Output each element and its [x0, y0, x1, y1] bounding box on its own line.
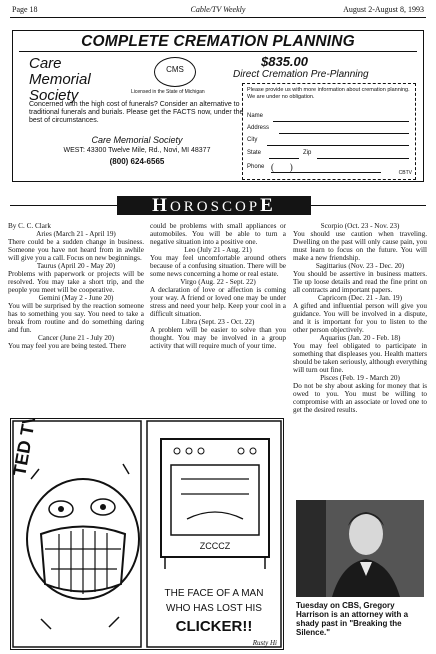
- horoscope-byline: By C. C. Clark: [8, 222, 51, 230]
- sign-heading: Aries (March 21 - April 19): [36, 230, 116, 238]
- sign-heading: Pisces (Feb. 19 - March 20): [320, 374, 400, 382]
- coupon-state-line[interactable]: [269, 158, 299, 159]
- sign-text: You will be surprised by the reaction someone has to something you say. You need to take a break from routine and do something daring and fun.: [8, 302, 144, 334]
- issue-dates: August 2-August 8, 1993: [343, 5, 424, 14]
- license-note: Licensed in the State of Michigan: [131, 89, 205, 95]
- cremation-ad: [12, 30, 424, 182]
- sign-heading: Virgo (Aug. 22 - Sept. 22): [180, 278, 256, 286]
- horoscope-banner: HOROSCOPE: [117, 196, 311, 215]
- sign-text: You should be assertive in business matters. Tie up loose details and read the fine print on all contracts and important papers.: [293, 270, 427, 294]
- sign-text: Do not be shy about asking for money that is owed to you. You must be willing to compromise with an associate or loved one to get the desired results.: [293, 382, 427, 414]
- cartoonist-tag: TED TV: [11, 419, 41, 478]
- photo-caption: Tuesday on CBS, Gregory Harrison is an attorney with a shady past in "Breaking the Silence.": [296, 601, 409, 637]
- ad-signature: Care Memorial Society: [91, 135, 183, 145]
- sign-heading: Sagittarius (Nov. 23 - Dec. 20): [315, 262, 405, 270]
- ad-name-line-1: Care: [29, 55, 62, 72]
- cartoon-caption-line-3: CLICKER!!: [175, 618, 253, 635]
- coupon-code: CBTV: [398, 170, 412, 176]
- sign-text: Problems with paperwork or projects will be resolved. You may take a short trip, and the people you meet will be cooperative.: [8, 270, 144, 294]
- sign-text: A gifted and influential person will give you guidance. You will be involved in a dispute, and it is important for you to listen to the other person objectively.: [293, 302, 427, 334]
- person-photo-icon: [296, 500, 424, 597]
- coupon-state-label: State: [247, 150, 262, 156]
- sign-text: You may feel you are being tested. There: [8, 342, 127, 350]
- sign-text: You may feel obligated to participate in something that displeases you. Health matters should be taken seriously, although everything will turn out fine.: [293, 342, 427, 374]
- coupon-phone-line[interactable]: [271, 172, 381, 173]
- ad-phone: (800) 624-6565: [109, 157, 165, 166]
- coupon-city-label: City: [247, 137, 258, 143]
- cartoon-panel: [10, 418, 284, 650]
- sign-text: You may feel uncomfortable around others because of a confusing situation. There will be some news concerning a home or real estate.: [150, 254, 286, 278]
- sign-text: You should use caution when traveling. Dwelling on the past will only cause pain, you must learn to focus on the future. You will make a new friendship.: [293, 230, 427, 262]
- sign-heading: Cancer (June 21 - July 20): [37, 334, 115, 342]
- sign-heading: Scorpio (Oct. 23 - Nov. 23): [320, 222, 400, 230]
- horoscope-column-2: [150, 222, 286, 350]
- coupon-phone-paren: ( ): [271, 162, 293, 172]
- cartoon-caption-line-1: THE FACE OF A MAN: [164, 588, 264, 599]
- sign-heading: Gemini (May 2 - June 20): [38, 294, 114, 302]
- coupon-name-line[interactable]: [273, 121, 409, 122]
- coupon-address-label: Address: [247, 125, 270, 131]
- horoscope-column-1: [8, 222, 144, 350]
- coupon-name-label: Name: [247, 113, 264, 119]
- sign-heading: Libra (Sept. 23 - Oct. 22): [181, 318, 255, 326]
- coupon-zip-line[interactable]: [317, 158, 409, 159]
- coupon-city-line[interactable]: [267, 145, 409, 146]
- actor-photo: [296, 500, 424, 597]
- sign-heading: Leo (July 21 - Aug. 21): [184, 246, 252, 254]
- sign-text: could be problems with small appliances or automobiles. You will be able to turn a negative situation into a positive one.: [150, 222, 286, 246]
- ad-title: COMPLETE CREMATION PLANNING: [81, 33, 355, 50]
- sign-heading: Taurus (April 20 - May 20): [36, 262, 116, 270]
- ad-subhead: Direct Cremation Pre-Planning: [233, 69, 369, 80]
- info-coupon: [242, 83, 416, 180]
- coupon-address-line[interactable]: [279, 133, 409, 134]
- ad-body: Concerned with the high cost of funerals? Consider an alternative to traditional funerals and burials. Please get the FACTS now, under the best of circumstances.: [29, 101, 244, 124]
- coupon-phone-label: Phone: [247, 164, 265, 170]
- state-seal-icon: CMS: [154, 57, 196, 87]
- sign-text: A problem will be easier to solve than you thought. You may be involved in a group activity that will require much of your time.: [150, 326, 286, 350]
- sign-heading: Capricorn (Dec. 21 - Jan. 19): [317, 294, 403, 302]
- ad-price: $835.00: [261, 54, 308, 69]
- sign-heading: Aquarius (Jan. 20 - Feb. 18): [319, 334, 401, 342]
- cartoon-drawing: [11, 419, 283, 649]
- tv-brand: ZCCCZ: [199, 541, 231, 551]
- sign-text: A declaration of love or affection is coming your way. A friend or loved one may be under stress and need your help. Keep your cool in a difficult situation.: [150, 286, 286, 318]
- ad-name-line-3: Society: [29, 87, 79, 104]
- cartoon-caption-line-2: WHO HAS LOST HIS: [166, 603, 262, 614]
- sign-text: There could be a sudden change in business. Someone you have not heard from in awhile will give you a call. Focus on new beginnings.: [8, 238, 144, 262]
- page-number: Page 18: [12, 5, 38, 14]
- horoscope-column-3: [293, 222, 427, 414]
- coupon-intro: Please provide us with more information about cremation planning. We are under no obligation.: [247, 87, 410, 100]
- publication-name: Cable/TV Weekly: [190, 5, 246, 14]
- ad-address: WEST: 43300 Twelve Mile, Rd., Novi, MI 48377: [63, 147, 211, 154]
- ad-title-rule: [19, 51, 417, 52]
- artist-signature: Rusty Hi: [252, 639, 277, 647]
- header-rule: [10, 17, 426, 18]
- ad-name-line-2: Memorial: [29, 71, 91, 88]
- coupon-zip-label: Zip: [303, 150, 312, 156]
